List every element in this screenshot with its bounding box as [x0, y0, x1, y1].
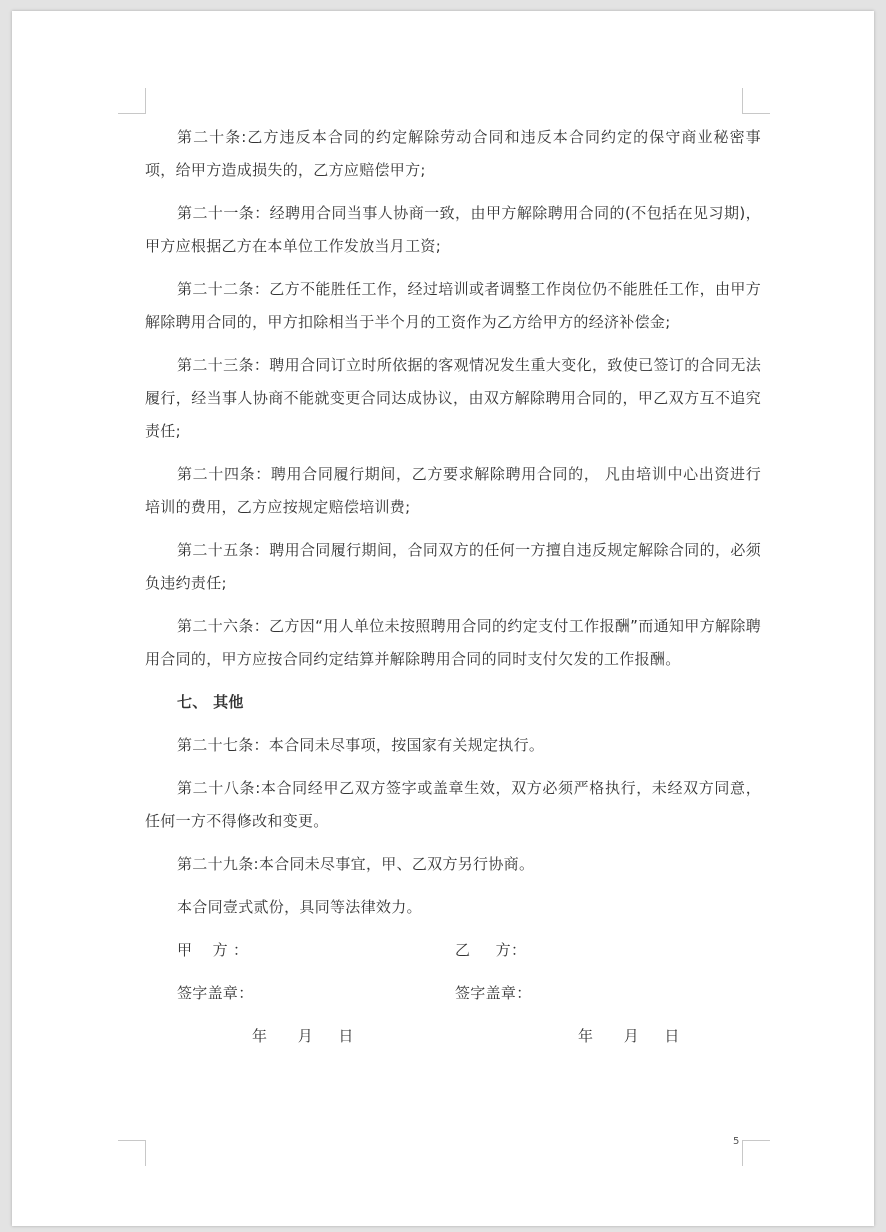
date-b: 年 月 日 [578, 1027, 680, 1045]
clause-26: 第二十六条：乙方因“用人单位未按照聘用合同的约定支付工作报酬”而通知甲方解除聘用合同的，甲方应按合同约定结算并解除聘用合同的同时支付欠发的工作报酬。 [145, 617, 761, 668]
copies-statement: 本合同壹式贰份，具同等法律效力。 [177, 898, 422, 916]
date-a: 年 月 日 [252, 1027, 354, 1045]
clause-25: 第二十五条：聘用合同履行期间，合同双方的任何一方擅自违反规定解除合同的，必须负违约责任; [145, 541, 761, 592]
page-number: 5 [733, 1136, 740, 1147]
seal-row [145, 977, 761, 1010]
party-a-label: 甲 方 ： [177, 941, 249, 959]
seal-a-label: 签字盖章： [177, 984, 254, 1002]
date-row [145, 1020, 761, 1053]
clause-22: 第二十二条：乙方不能胜任工作，经过培训或者调整工作岗位仍不能胜任工作，由甲方解除聘用合同的，甲方扣除相当于半个月的工资作为乙方给甲方的经济补偿金; [145, 280, 761, 331]
document-body [145, 121, 761, 1063]
margin-mark-top-left [118, 88, 146, 114]
clause-21: 第二十一条：经聘用合同当事人协商一致，由甲方解除聘用合同的(不包括在见习期)，甲方应根据乙方在本单位工作发放当月工资; [145, 204, 761, 255]
clause-23: 第二十三条：聘用合同订立时所依据的客观情况发生重大变化，致使已签订的合同无法履行，经当事人协商不能就变更合同达成协议，由双方解除聘用合同的，甲乙双方互不追究责任; [145, 356, 761, 440]
margin-mark-bottom-right [742, 1140, 770, 1166]
seal-b-label: 签字盖章： [455, 984, 532, 1002]
clause-24: 第二十四条：聘用合同履行期间，乙方要求解除聘用合同的， 凡由培训中心出资进行培训的费用，乙方应按规定赔偿培训费; [145, 465, 761, 516]
section-heading-other: 七、 其他 [177, 693, 244, 711]
clause-20: 第二十条:乙方违反本合同的约定解除劳动合同和违反本合同约定的保守商业秘密事项，给甲方造成损失的，乙方应赔偿甲方; [145, 128, 761, 179]
document-page [12, 11, 874, 1226]
margin-mark-top-right [742, 88, 770, 114]
party-b-label: 乙 方： [455, 941, 527, 959]
clause-29: 第二十九条:本合同未尽事宜，甲、乙双方另行协商。 [177, 855, 535, 873]
party-row [145, 934, 761, 967]
margin-mark-bottom-left [118, 1140, 146, 1166]
clause-27: 第二十七条：本合同未尽事项，按国家有关规定执行。 [177, 736, 545, 754]
clause-28: 第二十八条:本合同经甲乙双方签字或盖章生效，双方必须严格执行，未经双方同意，任何一方不得修改和变更。 [145, 779, 761, 830]
